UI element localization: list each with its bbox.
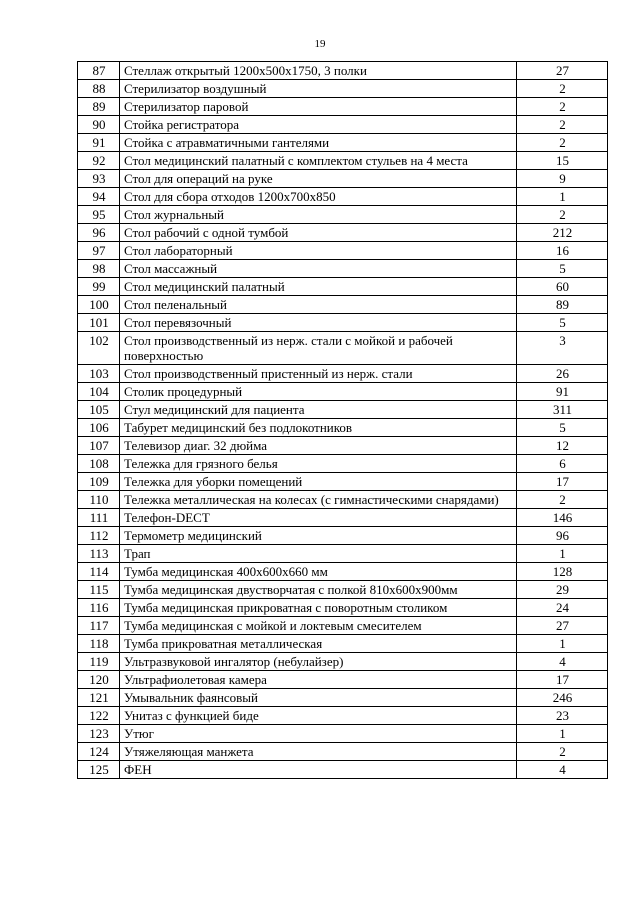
item-name: Стол перевязочный xyxy=(120,314,517,332)
row-number: 124 xyxy=(78,743,120,761)
item-name: Стол производственный пристенный из нерж. стали xyxy=(120,365,517,383)
table-row xyxy=(78,491,608,509)
row-number: 119 xyxy=(78,653,120,671)
item-name: Стол производственный из нерж. стали с мойкой и рабочей поверхностью xyxy=(120,332,517,365)
item-quantity: 146 xyxy=(517,509,608,527)
row-number: 116 xyxy=(78,599,120,617)
item-name: Тумба медицинская с мойкой и локтевым смесителем xyxy=(120,617,517,635)
table-row xyxy=(78,455,608,473)
table-row xyxy=(78,278,608,296)
item-name: Стол медицинский палатный xyxy=(120,278,517,296)
item-quantity: 16 xyxy=(517,242,608,260)
item-name: Стол медицинский палатный с комплектом стульев на 4 места xyxy=(120,152,517,170)
item-name: Столик процедурный xyxy=(120,383,517,401)
row-number: 112 xyxy=(78,527,120,545)
item-quantity: 311 xyxy=(517,401,608,419)
table-row xyxy=(78,332,608,365)
table-row xyxy=(78,617,608,635)
item-quantity: 29 xyxy=(517,581,608,599)
row-number: 125 xyxy=(78,761,120,779)
row-number: 118 xyxy=(78,635,120,653)
row-number: 92 xyxy=(78,152,120,170)
table-row xyxy=(78,296,608,314)
item-quantity: 2 xyxy=(517,116,608,134)
table-row xyxy=(78,725,608,743)
row-number: 110 xyxy=(78,491,120,509)
row-number: 93 xyxy=(78,170,120,188)
table-row xyxy=(78,581,608,599)
item-quantity: 17 xyxy=(517,671,608,689)
item-quantity: 1 xyxy=(517,635,608,653)
item-name: Стол пеленальный xyxy=(120,296,517,314)
item-quantity: 1 xyxy=(517,725,608,743)
item-quantity: 2 xyxy=(517,491,608,509)
table-row xyxy=(78,260,608,278)
table-row xyxy=(78,599,608,617)
table-row xyxy=(78,365,608,383)
row-number: 117 xyxy=(78,617,120,635)
item-name: Стол рабочий с одной тумбой xyxy=(120,224,517,242)
item-quantity: 4 xyxy=(517,761,608,779)
row-number: 121 xyxy=(78,689,120,707)
item-name: Стерилизатор паровой xyxy=(120,98,517,116)
table-row xyxy=(78,527,608,545)
item-name: ФЕН xyxy=(120,761,517,779)
row-number: 115 xyxy=(78,581,120,599)
table-row xyxy=(78,62,608,80)
table-row xyxy=(78,116,608,134)
table-row xyxy=(78,419,608,437)
table-row xyxy=(78,188,608,206)
item-quantity: 2 xyxy=(517,206,608,224)
row-number: 113 xyxy=(78,545,120,563)
item-quantity: 9 xyxy=(517,170,608,188)
table-row xyxy=(78,689,608,707)
table-body xyxy=(78,62,608,779)
equipment-table xyxy=(77,61,608,779)
item-name: Ультрафиолетовая камера xyxy=(120,671,517,689)
table-row xyxy=(78,134,608,152)
item-name: Стол лабораторный xyxy=(120,242,517,260)
item-quantity: 3 xyxy=(517,332,608,365)
item-quantity: 5 xyxy=(517,260,608,278)
item-quantity: 26 xyxy=(517,365,608,383)
table-row xyxy=(78,743,608,761)
item-name: Стул медицинский для пациента xyxy=(120,401,517,419)
item-name: Трап xyxy=(120,545,517,563)
table-row xyxy=(78,383,608,401)
row-number: 108 xyxy=(78,455,120,473)
item-name: Тумба медицинская двустворчатая с полкой 810х600х900мм xyxy=(120,581,517,599)
item-name: Стойка регистратора xyxy=(120,116,517,134)
row-number: 100 xyxy=(78,296,120,314)
item-name: Стол журнальный xyxy=(120,206,517,224)
item-quantity: 24 xyxy=(517,599,608,617)
item-name: Тумба медицинская прикроватная с поворотным столиком xyxy=(120,599,517,617)
item-quantity: 1 xyxy=(517,545,608,563)
item-quantity: 2 xyxy=(517,743,608,761)
item-quantity: 91 xyxy=(517,383,608,401)
table-row xyxy=(78,545,608,563)
row-number: 95 xyxy=(78,206,120,224)
item-name: Умывальник фаянсовый xyxy=(120,689,517,707)
item-name: Термометр медицинский xyxy=(120,527,517,545)
item-name: Тумба прикроватная металлическая xyxy=(120,635,517,653)
row-number: 94 xyxy=(78,188,120,206)
table-row xyxy=(78,653,608,671)
row-number: 98 xyxy=(78,260,120,278)
table-row xyxy=(78,437,608,455)
row-number: 104 xyxy=(78,383,120,401)
item-quantity: 212 xyxy=(517,224,608,242)
row-number: 103 xyxy=(78,365,120,383)
row-number: 106 xyxy=(78,419,120,437)
item-name: Стойка с атравматичными гантелями xyxy=(120,134,517,152)
table-row xyxy=(78,224,608,242)
table-row xyxy=(78,206,608,224)
row-number: 109 xyxy=(78,473,120,491)
item-name: Ультразвуковой ингалятор (небулайзер) xyxy=(120,653,517,671)
item-name: Тележка металлическая на колесах (с гимнастическими снарядами) xyxy=(120,491,517,509)
table-row xyxy=(78,671,608,689)
row-number: 99 xyxy=(78,278,120,296)
item-name: Табурет медицинский без подлокотников xyxy=(120,419,517,437)
row-number: 91 xyxy=(78,134,120,152)
item-quantity: 15 xyxy=(517,152,608,170)
row-number: 105 xyxy=(78,401,120,419)
table-row xyxy=(78,98,608,116)
item-name: Тумба медицинская 400х600х660 мм xyxy=(120,563,517,581)
row-number: 123 xyxy=(78,725,120,743)
item-quantity: 6 xyxy=(517,455,608,473)
table-row xyxy=(78,473,608,491)
item-quantity: 5 xyxy=(517,419,608,437)
table-row xyxy=(78,80,608,98)
table-row xyxy=(78,170,608,188)
table-row xyxy=(78,401,608,419)
item-name: Стол для сбора отходов 1200х700х850 xyxy=(120,188,517,206)
row-number: 96 xyxy=(78,224,120,242)
row-number: 89 xyxy=(78,98,120,116)
row-number: 111 xyxy=(78,509,120,527)
row-number: 122 xyxy=(78,707,120,725)
table-row xyxy=(78,761,608,779)
row-number: 102 xyxy=(78,332,120,365)
item-name: Стерилизатор воздушный xyxy=(120,80,517,98)
item-name: Телевизор диаг. 32 дюйма xyxy=(120,437,517,455)
table-row xyxy=(78,563,608,581)
item-quantity: 12 xyxy=(517,437,608,455)
item-name: Тележка для уборки помещений xyxy=(120,473,517,491)
item-quantity: 96 xyxy=(517,527,608,545)
item-quantity: 5 xyxy=(517,314,608,332)
item-name: Стеллаж открытый 1200х500х1750, 3 полки xyxy=(120,62,517,80)
item-name: Утюг xyxy=(120,725,517,743)
row-number: 114 xyxy=(78,563,120,581)
item-quantity: 17 xyxy=(517,473,608,491)
row-number: 88 xyxy=(78,80,120,98)
item-quantity: 27 xyxy=(517,617,608,635)
item-quantity: 27 xyxy=(517,62,608,80)
item-name: Унитаз с функцией биде xyxy=(120,707,517,725)
item-name: Телефон-DECT xyxy=(120,509,517,527)
page-number: 19 xyxy=(314,38,326,50)
item-quantity: 2 xyxy=(517,98,608,116)
item-quantity: 89 xyxy=(517,296,608,314)
item-quantity: 23 xyxy=(517,707,608,725)
item-quantity: 128 xyxy=(517,563,608,581)
item-name: Тележка для грязного белья xyxy=(120,455,517,473)
item-quantity: 4 xyxy=(517,653,608,671)
item-name: Стол массажный xyxy=(120,260,517,278)
row-number: 107 xyxy=(78,437,120,455)
row-number: 87 xyxy=(78,62,120,80)
item-quantity: 1 xyxy=(517,188,608,206)
item-quantity: 246 xyxy=(517,689,608,707)
table-row xyxy=(78,314,608,332)
table-row xyxy=(78,707,608,725)
row-number: 90 xyxy=(78,116,120,134)
table-row xyxy=(78,242,608,260)
row-number: 97 xyxy=(78,242,120,260)
row-number: 101 xyxy=(78,314,120,332)
item-quantity: 60 xyxy=(517,278,608,296)
table-row xyxy=(78,635,608,653)
item-quantity: 2 xyxy=(517,134,608,152)
table-row xyxy=(78,509,608,527)
row-number: 120 xyxy=(78,671,120,689)
item-name: Утяжеляющая манжета xyxy=(120,743,517,761)
table-row xyxy=(78,152,608,170)
item-quantity: 2 xyxy=(517,80,608,98)
item-name: Стол для операций на руке xyxy=(120,170,517,188)
